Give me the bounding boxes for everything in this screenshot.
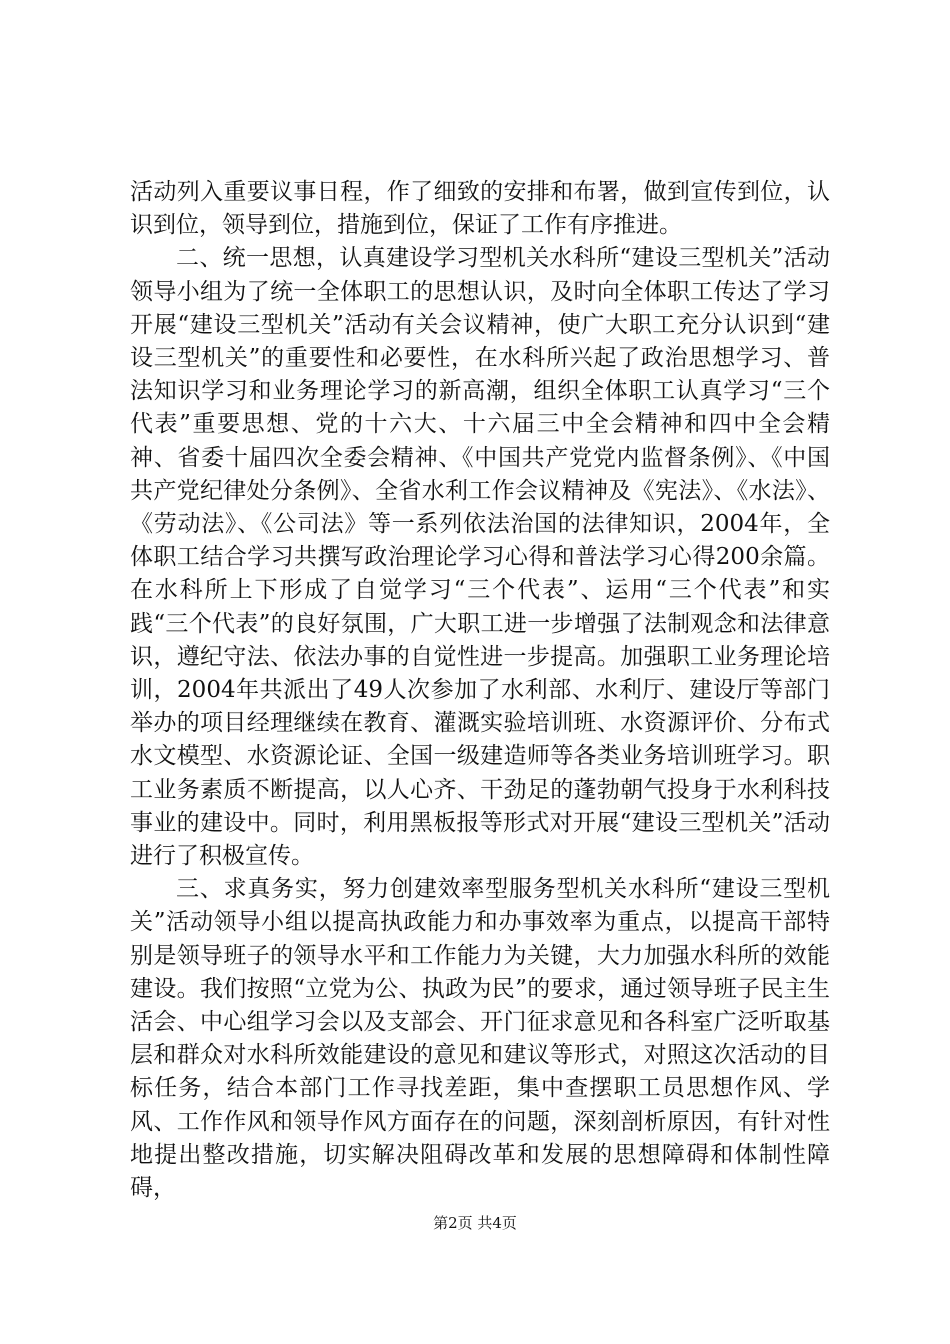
paragraph-section-three: 三、求真务实，努力创建效率型服务型机关水科所“建设三型机关”活动领导小组以提高执政能力和办事效率为重点，以提高干部特别是领导班子的领导水平和工作能力为关键，大力加强水科所的效能建设。我们按照“立党为公、执政为民”的要求，通过领导班子民主生活会、中心组学习会以及支部会、开门征求意见和各科室广泛听取基层和群众对水科所效能建设的意见和建议等形式，对照这次活动的目标任务，结合本部门工作寻找差距，集中查摆职工员思想作风、学风、工作作风和领导作风方面存在的问题，深刻剖析原因，有针对性地提出整改措施，切实解决阻碍改革和发展的思想障碍和体制性障碍， xyxy=(130,876,830,1202)
page-number-indicator: 第2页 共4页 xyxy=(433,1214,517,1232)
paragraph-section-two: 二、统一思想，认真建设学习型机关水科所“建设三型机关”活动领导小组为了统一全体职工的思想认识，及时向全体职工传达了学习开展“建设三型机关”活动有关会议精神，使广大职工充分认识到“建设三型机关”的重要性和必要性，在水科所兴起了政治思想学习、普法知识学习和业务理论学习的新高潮，组织全体职工认真学习“三个代表”重要思想、党的十六大、十六届三中全会精神和四中全会精神、省委十届四次全委会精神、《中国共产党党内监督条例》、《中国共产党纪律处分条例》、全省水利工作会议精神及《宪法》、《水法》、《劳动法》、《公司法》等一系列依法治国的法律知识，2004年，全体职工结合学习共撰写政治理论学习心得和普法学习心得200余篇。在水科所上下形成了自觉学习“三个代表”、运用“三个代表”和实践“三个代表”的良好氛围，广大职工进一步增强了法制观念和法律意识，遵纪守法、依法办事的自觉性进一步提高。加强职工业务理论培训，2004年共派出了49人次参加了水利部、水利厅、建设厅等部门举办的项目经理继续在教育、灌溉实验培训班、水资源评价、分布式水文模型、水资源论证、全国一级建造师等各类业务培训班学习。职工业务素质不断提高，以人心齐、干劲足的蓬勃朝气投身于水利科技事业的建设中。同时，利用黑板报等形式对开展“建设三型机关”活动进行了积极宣传。 xyxy=(130,245,830,870)
page-footer xyxy=(0,1213,950,1233)
paragraph-continuation: 活动列入重要议事日程，作了细致的安排和布署，做到宣传到位，认识到位，领导到位，措施到位，保证了工作有序推进。 xyxy=(130,179,830,239)
document-body xyxy=(130,176,830,1205)
